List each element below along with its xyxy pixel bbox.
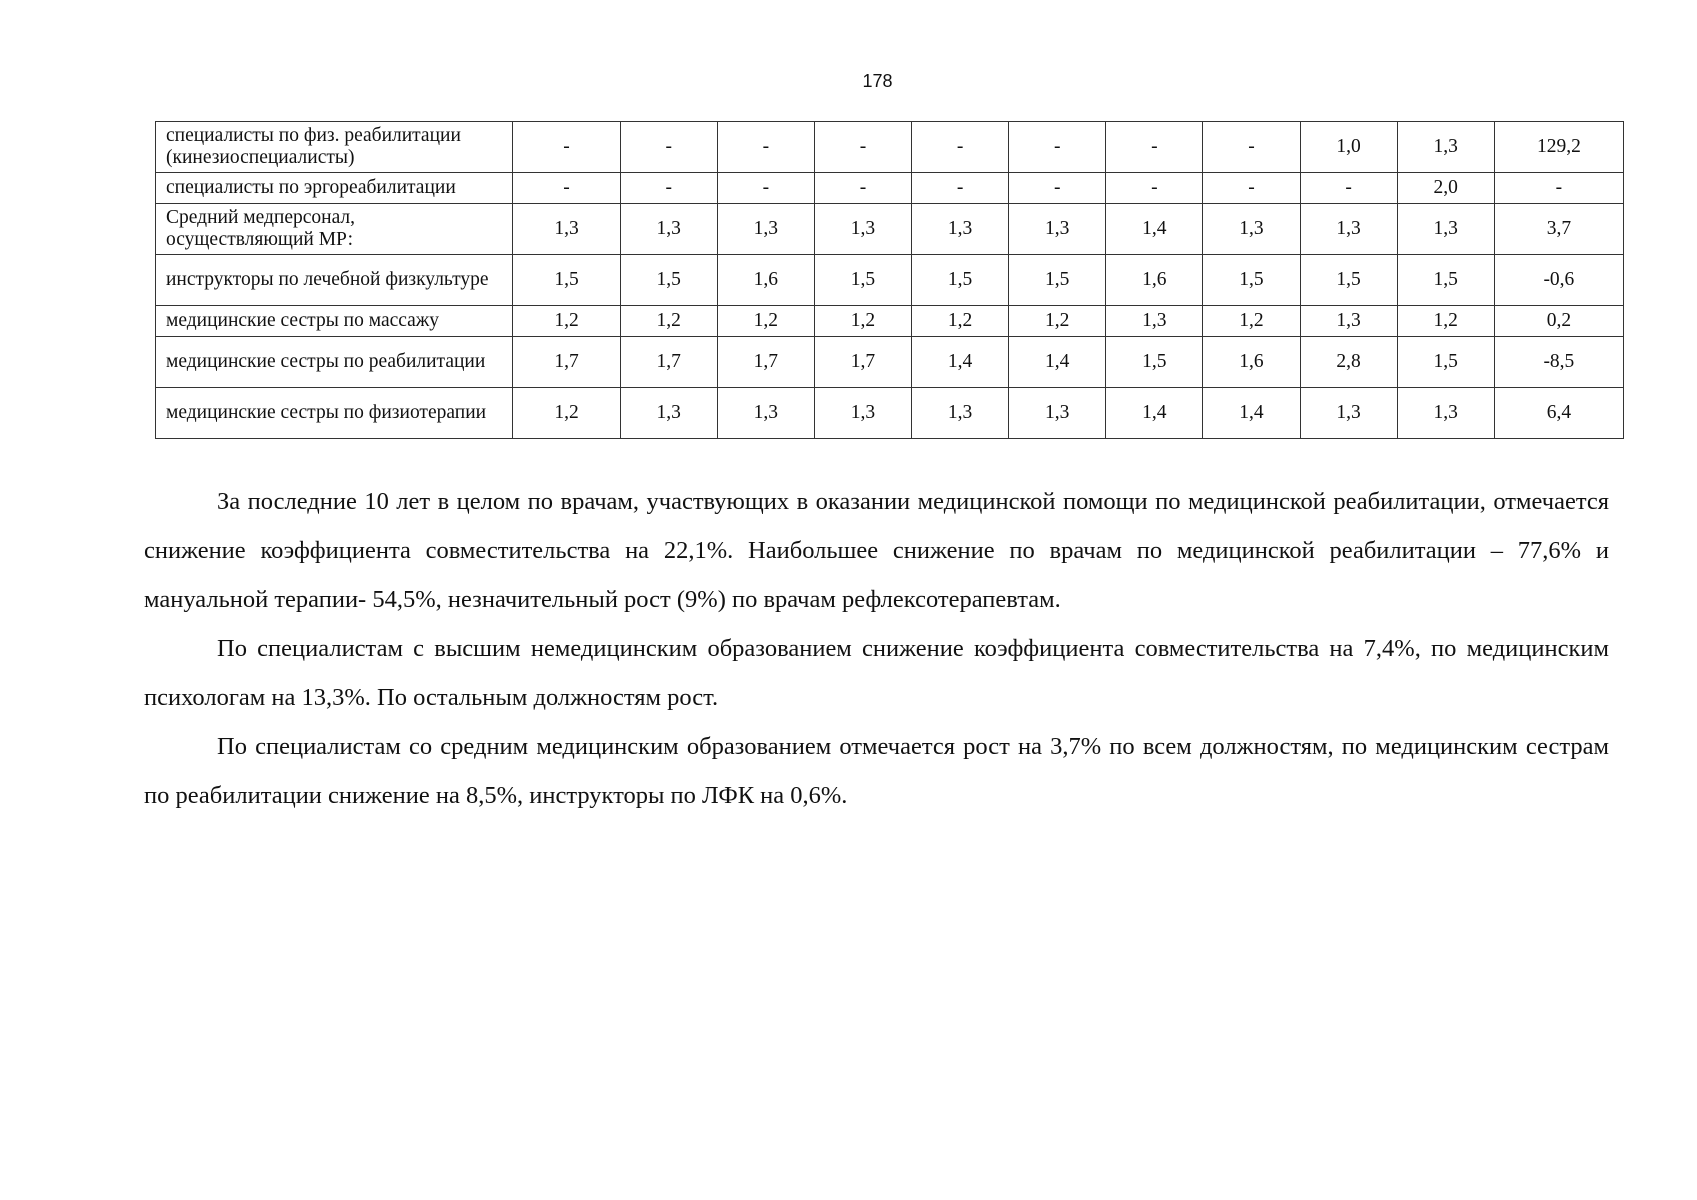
table-cell: 1,5 bbox=[1397, 255, 1494, 306]
table-cell: 1,5 bbox=[814, 255, 911, 306]
table-cell: 1,6 bbox=[1203, 337, 1300, 388]
table-cell: 1,4 bbox=[1009, 337, 1106, 388]
table-cell: 1,2 bbox=[1397, 306, 1494, 337]
table-cell: 1,3 bbox=[814, 388, 911, 439]
data-table bbox=[155, 121, 1624, 439]
table-cell: 1,3 bbox=[912, 388, 1009, 439]
table-cell: 1,2 bbox=[513, 306, 620, 337]
table-cell: - bbox=[912, 122, 1009, 173]
row-label: медицинские сестры по физиотерапии bbox=[156, 388, 513, 439]
table-cell: 1,3 bbox=[1009, 388, 1106, 439]
table-cell: 2,0 bbox=[1397, 173, 1494, 204]
table-cell: - bbox=[717, 122, 814, 173]
table-cell: - bbox=[1009, 122, 1106, 173]
table-cell: 1,3 bbox=[1009, 204, 1106, 255]
row-label: специалисты по эргореабилитации bbox=[156, 173, 513, 204]
table-cell: 1,5 bbox=[1397, 337, 1494, 388]
table-cell: 1,4 bbox=[1106, 388, 1203, 439]
table-cell: 2,8 bbox=[1300, 337, 1397, 388]
table-cell: 1,5 bbox=[1203, 255, 1300, 306]
paragraph: По специалистам со средним медицинским образованием отмечается рост на 3,7% по всем должностям, по медицинским сестрам по реабилитации снижение на 8,5%, инструкторы по ЛФК на 0,6%. bbox=[144, 733, 1609, 809]
table-cell: - bbox=[513, 173, 620, 204]
table-cell: 1,2 bbox=[620, 306, 717, 337]
table-cell: 1,3 bbox=[717, 204, 814, 255]
table-row bbox=[156, 306, 1624, 337]
table-row bbox=[156, 337, 1624, 388]
table-cell: - bbox=[1009, 173, 1106, 204]
table-cell: 0,2 bbox=[1494, 306, 1623, 337]
row-label: медицинские сестры по массажу bbox=[156, 306, 513, 337]
table-cell: 129,2 bbox=[1494, 122, 1623, 173]
table-cell: 1,7 bbox=[717, 337, 814, 388]
table-cell: 1,3 bbox=[513, 204, 620, 255]
table-cell: -8,5 bbox=[1494, 337, 1623, 388]
table-cell: 1,3 bbox=[1300, 388, 1397, 439]
table-cell: 1,3 bbox=[620, 388, 717, 439]
table-cell: - bbox=[717, 173, 814, 204]
table-cell: 1,2 bbox=[513, 388, 620, 439]
table-cell: - bbox=[814, 173, 911, 204]
table-cell: 1,5 bbox=[1106, 337, 1203, 388]
table-cell: 1,3 bbox=[1397, 122, 1494, 173]
table-cell: 1,3 bbox=[1106, 306, 1203, 337]
row-label: медицинские сестры по реабилитации bbox=[156, 337, 513, 388]
table-cell: 6,4 bbox=[1494, 388, 1623, 439]
table-cell: 1,5 bbox=[1300, 255, 1397, 306]
page-number: 178 bbox=[862, 71, 893, 91]
table-cell: 1,7 bbox=[513, 337, 620, 388]
row-label: Средний медперсонал, осуществляющий МР: bbox=[156, 204, 513, 255]
paragraph: По специалистам с высшим немедицинским образованием снижение коэффициента совместительства на 7,4%, по медицинским психологам на 13,3%. По остальным должностям рост. bbox=[144, 635, 1609, 711]
table-cell: 1,3 bbox=[1397, 204, 1494, 255]
table-cell: - bbox=[620, 122, 717, 173]
table-cell: - bbox=[912, 173, 1009, 204]
table-cell: 1,4 bbox=[912, 337, 1009, 388]
table-cell: 1,3 bbox=[814, 204, 911, 255]
table-cell: - bbox=[1203, 173, 1300, 204]
table-cell: 1,3 bbox=[1300, 204, 1397, 255]
table-cell: - bbox=[620, 173, 717, 204]
table-row bbox=[156, 122, 1624, 173]
table-cell: 1,5 bbox=[620, 255, 717, 306]
table-cell: 1,4 bbox=[1203, 388, 1300, 439]
table-cell: - bbox=[1203, 122, 1300, 173]
table-row bbox=[156, 255, 1624, 306]
body-text bbox=[144, 477, 1609, 820]
table-cell: 3,7 bbox=[1494, 204, 1623, 255]
table-cell: 1,3 bbox=[912, 204, 1009, 255]
table-cell: 1,6 bbox=[1106, 255, 1203, 306]
row-label: специалисты по физ. реабилитации (кинезиоспециалисты) bbox=[156, 122, 513, 173]
table-row bbox=[156, 173, 1624, 204]
table-cell: 1,5 bbox=[513, 255, 620, 306]
table-cell: 1,2 bbox=[717, 306, 814, 337]
table-cell: 1,3 bbox=[620, 204, 717, 255]
table-cell: 1,7 bbox=[814, 337, 911, 388]
table-cell: - bbox=[1106, 122, 1203, 173]
table-cell: 1,2 bbox=[1009, 306, 1106, 337]
table-cell: 1,2 bbox=[814, 306, 911, 337]
table-cell: 1,4 bbox=[1106, 204, 1203, 255]
table-cell: 1,5 bbox=[1009, 255, 1106, 306]
table-cell: -0,6 bbox=[1494, 255, 1623, 306]
table-cell: 1,3 bbox=[1397, 388, 1494, 439]
table-row bbox=[156, 204, 1624, 255]
table-row bbox=[156, 388, 1624, 439]
table-cell: 1,2 bbox=[1203, 306, 1300, 337]
table-cell: 1,3 bbox=[1203, 204, 1300, 255]
table-cell: - bbox=[1494, 173, 1623, 204]
row-label: инструкторы по лечебной физкультуре bbox=[156, 255, 513, 306]
table-cell: 1,7 bbox=[620, 337, 717, 388]
table-cell: - bbox=[1300, 173, 1397, 204]
table-cell: 1,3 bbox=[717, 388, 814, 439]
table-cell: 1,3 bbox=[1300, 306, 1397, 337]
table-cell: - bbox=[1106, 173, 1203, 204]
table-cell: - bbox=[513, 122, 620, 173]
paragraph: За последние 10 лет в целом по врачам, участвующих в оказании медицинской помощи по медицинской реабилитации, отмечается снижение коэффициента совместительства на 22,1%. Наибольшее снижение по врачам по медицинской реабилитации – 77,6% и мануальной терапии- 54,5%, незначительный рост (9%) по врачам рефлексотерапевтам. bbox=[144, 488, 1609, 613]
table-cell: 1,2 bbox=[912, 306, 1009, 337]
table-cell: - bbox=[814, 122, 911, 173]
table-cell: 1,0 bbox=[1300, 122, 1397, 173]
table-cell: 1,6 bbox=[717, 255, 814, 306]
table-cell: 1,5 bbox=[912, 255, 1009, 306]
